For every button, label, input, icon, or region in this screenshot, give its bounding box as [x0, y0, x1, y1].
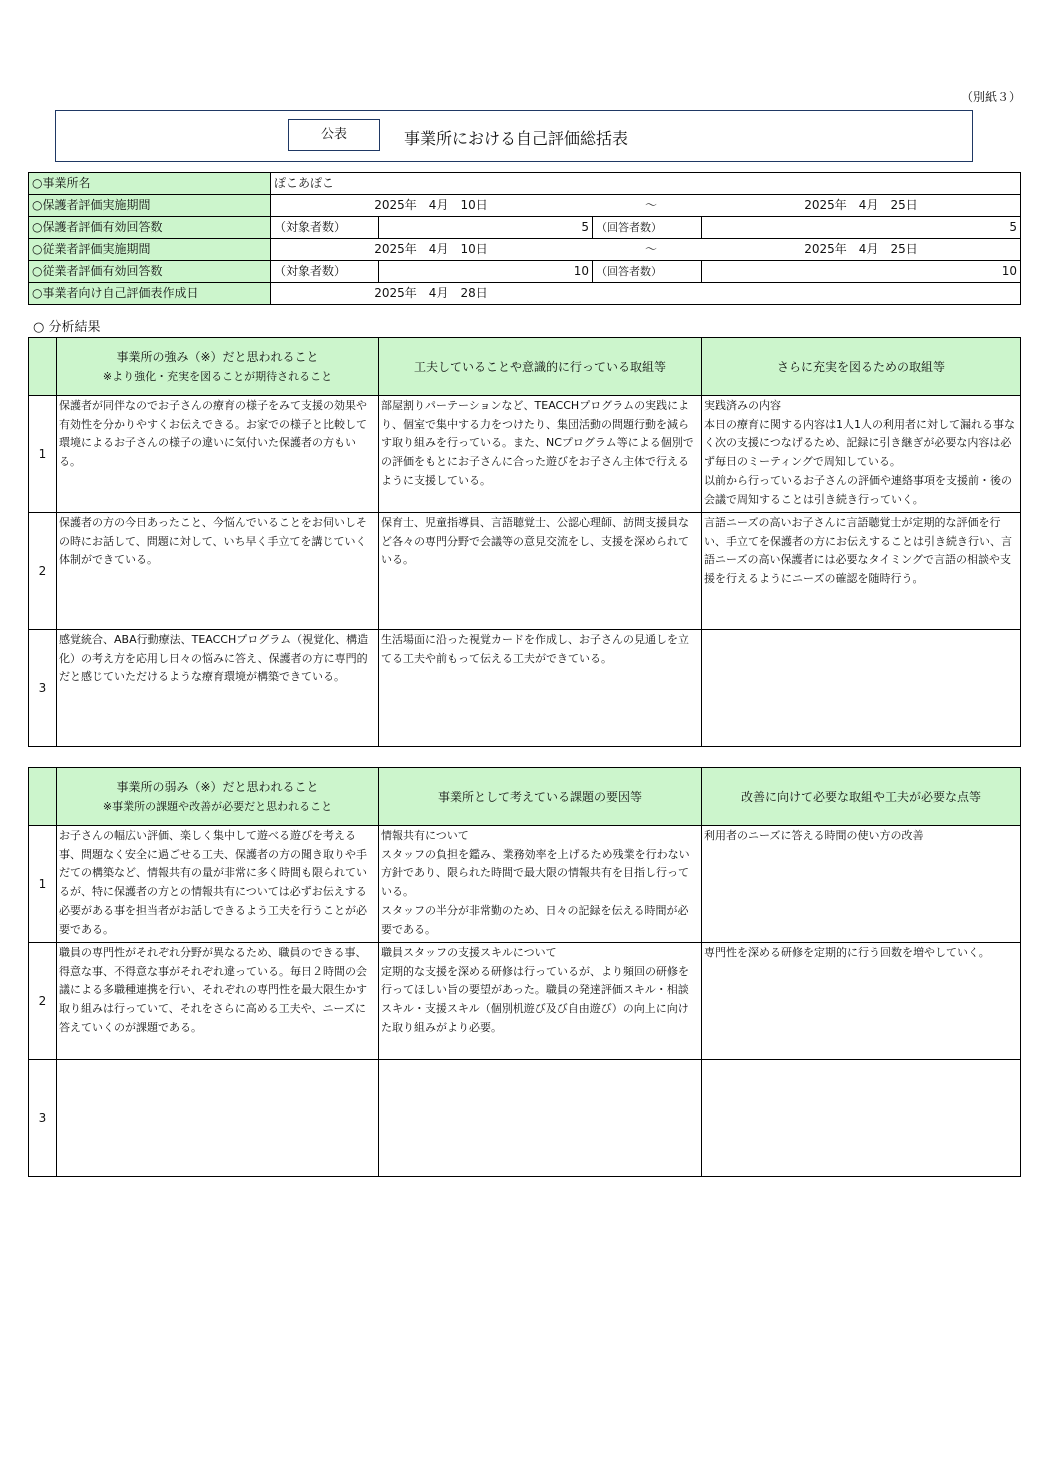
public-label: 公表	[288, 119, 380, 151]
header-blank-cell	[29, 768, 57, 826]
weaknesses-header-row	[29, 768, 1021, 826]
office-name-value: ぽこあぽこ	[271, 173, 1021, 195]
created-date-row	[29, 283, 1021, 305]
table-row	[29, 396, 1021, 513]
guardian-period-row	[29, 195, 1021, 217]
row-number: 2	[29, 513, 57, 630]
staff-valid-label: ○従業者評価有効回答数	[29, 261, 271, 283]
guardian-target-label: （対象者数）	[271, 217, 379, 239]
improvement-cell: 専門性を深める研修を定期的に行う回数を増やしていく。	[702, 943, 1021, 1060]
row-number: 3	[29, 630, 57, 747]
created-date-value: 2025年 4月 28日	[374, 286, 488, 300]
enhancement-cell: 言語ニーズの高いお子さんに言語聴覚士が定期的な評価を行い、手立てを保護者の方にお伝えすることは引き続き行い、言語ニーズの高い保護者には必要なタイミングで言語の相談や支援を行えるようにニーズの確認を随時行う。	[702, 513, 1021, 630]
weaknesses-table	[28, 767, 1021, 1177]
annex-label: （別紙３）	[961, 90, 1022, 104]
staff-answer-count: 10	[702, 261, 1021, 283]
weakness-cell	[57, 1060, 379, 1177]
guardian-valid-label: ○保護者評価有効回答数	[29, 217, 271, 239]
row-number: 1	[29, 826, 57, 943]
weakness-cell: お子さんの幅広い評価、楽しく集中して遊べる遊びを考える事、問題なく安全に過ごせる工夫、保護者の方の聞き取りや手だての構築など、情報共有の量が非常に多く時間も限られているが、特に保護者の方との情報共有については必ずお伝えする必要がある事を担当者がお話しできるよう工夫を行うことが必要である。	[57, 826, 379, 943]
strengths-table	[28, 337, 1021, 747]
effort-cell: 保育士、児童指導員、言語聴覚士、公認心理師、訪問支援員など各々の専門分野で会議等の意見交流をし、支援を深められている。	[379, 513, 702, 630]
page-title: 事業所における自己評価総括表	[404, 129, 629, 148]
strength-cell: 保護者の方の今日あったこと、今悩んでいることをお伺いしその時にお話して、問題に対して、いち早く手立てを講じていく体制ができている。	[57, 513, 379, 630]
strengths-header-1	[57, 338, 379, 396]
table-row	[29, 630, 1021, 747]
header-blank-cell	[29, 338, 57, 396]
strengths-header-1-title: 事業所の強み（※）だと思われること	[116, 349, 319, 364]
weaknesses-header-1-sub: ※事業所の課題や改善が必要だと思われること	[102, 799, 333, 813]
guardian-target-count: 5	[379, 217, 593, 239]
staff-target-label: （対象者数）	[271, 261, 379, 283]
row-number: 1	[29, 396, 57, 513]
weaknesses-header-3: 改善に向けて必要な取組や工夫が必要な点等	[702, 768, 1021, 826]
weaknesses-header-1	[57, 768, 379, 826]
strengths-header-1-sub: ※より強化・充実を図ることが期待されること	[102, 369, 333, 383]
guardian-period-start: 2025年 4月 10日	[374, 198, 488, 212]
created-date-label: ○事業者向け自己評価表作成日	[29, 283, 271, 305]
staff-period-label: ○従業者評価実施期間	[29, 239, 271, 261]
staff-period-start: 2025年 4月 10日	[374, 242, 488, 256]
table-row	[29, 826, 1021, 943]
strengths-header-row	[29, 338, 1021, 396]
strength-cell: 保護者が同伴なのでお子さんの療育の様子をみて支援の効果や有効性を分かりやすくお伝えできる。お家での様子と比較して環境によるお子さんの様子の違いに気付いた保護者の方もいる。	[57, 396, 379, 513]
guardian-period-tilde: ～	[644, 198, 657, 212]
strengths-header-3: さらに充実を図るための取組等	[702, 338, 1021, 396]
effort-cell: 部屋割りパーテーションなど、TEACCHプログラムの実践により、個室で集中する力をつけたり、集団活動の問題行動を減らす取り組みを行っている。また、NCプログラム等による個別での評価をもとにお子さんに合った遊びをお子さん主体で行えるように支援している。	[379, 396, 702, 513]
weakness-cell: 職員の専門性がそれぞれ分野が異なるため、職員のできる事、得意な事、不得意な事がそれぞれ違っている。毎日２時間の会議による多職種連携を行い、それぞれの専門性を最大限生かす取り組みは行っていて、それをさらに高める工夫や、ニーズに答えていくのが課題である。	[57, 943, 379, 1060]
weaknesses-header-1-title: 事業所の弱み（※）だと思われること	[116, 779, 319, 794]
staff-period-end: 2025年 4月 25日	[804, 242, 918, 256]
enhancement-cell	[702, 630, 1021, 747]
cause-cell: 情報共有について スタッフの負担を鑑み、業務効率を上げるため残業を行わない方針であり、限られた時間で最大限の情報共有を目指し行っている。 スタッフの半分が非常勤のため、日々の記録を伝える時間が必要である。	[379, 826, 702, 943]
office-name-label: ○事業所名	[29, 173, 271, 195]
strength-cell: 感覚統合、ABA行動療法、TEACCHプログラム（視覚化、構造化）の考え方を応用し日々の悩みに答え、保護者の方に専門的だと感じていただけるような療育環境が構築できている。	[57, 630, 379, 747]
staff-valid-row	[29, 261, 1021, 283]
row-number: 3	[29, 1060, 57, 1177]
effort-cell: 生活場面に沿った視覚カードを作成し、お子さんの見通しを立てる工夫や前もって伝える工夫ができている。	[379, 630, 702, 747]
improvement-cell: 利用者のニーズに答える時間の使い方の改善	[702, 826, 1021, 943]
strengths-header-2: 工夫していることや意識的に行っている取組等	[379, 338, 702, 396]
guardian-answer-count: 5	[702, 217, 1021, 239]
table-row	[29, 943, 1021, 1060]
weaknesses-header-2: 事業所として考えている課題の要因等	[379, 768, 702, 826]
office-info-table	[28, 172, 1021, 305]
analysis-label: ○ 分析結果	[33, 320, 101, 335]
enhancement-cell: 実践済みの内容 本日の療育に関する内容は1人1人の利用者に対して漏れる事なく次の支援につなげるため、記録に引き継ぎが必要な内容は必ず毎日のミーティングで周知している。 以前から行っているお子さんの評価や連絡事項を支援前・後の会議で周知することは引き続き行っていく。	[702, 396, 1021, 513]
guardian-period-label: ○保護者評価実施期間	[29, 195, 271, 217]
cause-cell: 職員スタッフの支援スキルについて 定期的な支援を深める研修は行っているが、より頻回の研修を行ってほしい旨の要望があった。職員の発達評価スキル・相談スキル・支援スキル（個別机遊び及び自由遊び）の向上に向けた取り組みがより必要。	[379, 943, 702, 1060]
staff-target-count: 10	[379, 261, 593, 283]
staff-answer-label: （回答者数）	[593, 261, 702, 283]
staff-period-tilde: ～	[644, 242, 657, 256]
staff-period-row	[29, 239, 1021, 261]
row-number: 2	[29, 943, 57, 1060]
guardian-answer-label: （回答者数）	[593, 217, 702, 239]
improvement-cell	[702, 1060, 1021, 1177]
cause-cell	[379, 1060, 702, 1177]
guardian-valid-row	[29, 217, 1021, 239]
office-name-row	[29, 173, 1021, 195]
guardian-period-end: 2025年 4月 25日	[804, 198, 918, 212]
table-row	[29, 1060, 1021, 1177]
table-row	[29, 513, 1021, 630]
